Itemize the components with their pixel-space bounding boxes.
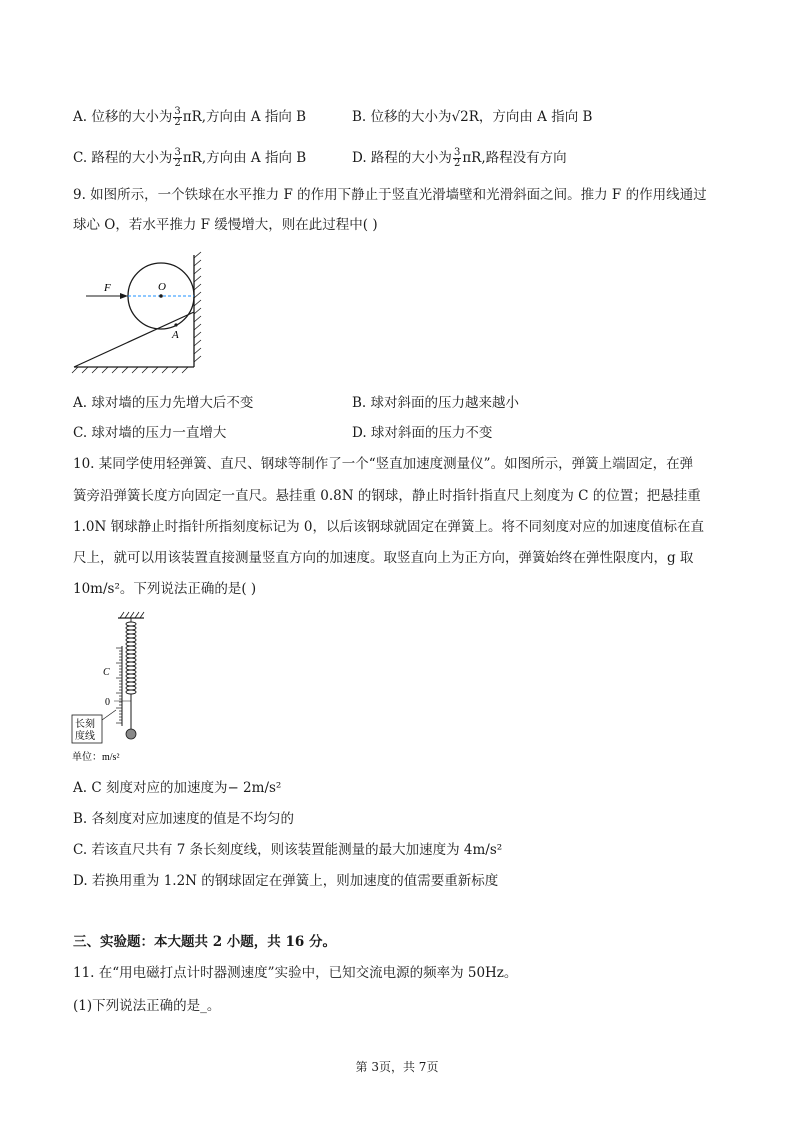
q10-option-a: A. C 刻度对应的加速度为− 2m/s² — [73, 780, 282, 796]
q10-stem-line3: 1.0N 钢球静止时指针所指刻度标记为 0，以后该钢球就固定在弹簧上。将不同刻度对应的加速度值标在直 — [73, 519, 704, 535]
ruler-ticks — [116, 648, 122, 723]
q9-option-d: D. 球对斜面的压力不变 — [352, 425, 493, 441]
label-a: A — [172, 329, 179, 341]
q9-stem-line2: 球心 O，若水平推力 F 缓慢增大，则在此过程中( ) — [73, 217, 378, 233]
q10-option-b: B. 各刻度对应加速度的值是不均匀的 — [73, 811, 295, 827]
q10-stem-line1: 10. 某同学使用轻弹簧、直尺、钢球等制作了一个“竖直加速度测量仪”。如图所示，弹簧上端固定，在弹 — [73, 456, 694, 472]
label-zero: 0 — [105, 697, 110, 708]
q10-option-c: C. 若该直尺共有 7 条长刻度线，则该装置能测量的最大加速度为 4m/s² — [73, 842, 503, 858]
center-point — [159, 294, 163, 298]
q10-figure — [70, 608, 180, 768]
q8-option-a: A. 位移的大小为 $\frac{3}{2}$ πR,方向由 A 指向 B — [73, 106, 307, 128]
q9-option-c: C. 球对墙的压力一直增大 — [73, 425, 227, 441]
q10-stem-line2: 簧旁沿弹簧长度方向固定一直尺。悬挂重 0.8N 的钢球，静止时指针指直尺上刻度为 C 的位置；把悬挂重 — [73, 488, 701, 504]
section-heading: 三、实验题：本大题共 2 小题，共 16 分。 — [73, 934, 336, 950]
page-footer: 第 3页，共 7页 — [355, 1060, 439, 1074]
force-arrowhead — [120, 293, 128, 299]
q9-option-b: B. 球对斜面的压力越来越小 — [352, 395, 520, 411]
q8-option-d: D. 路程的大小为 $\frac{3}{2}$ πR,路程没有方向 — [352, 147, 567, 169]
wall-hatching — [194, 252, 201, 362]
q11-stem: 11. 在“用电磁打点计时器测速度”实验中，已知交流电源的频率为 50Hz。 — [73, 965, 518, 981]
steel-ball — [126, 729, 136, 739]
ground-hatching — [72, 367, 188, 373]
q10-option-d: D. 若换用重为 1.2N 的钢球固定在弹簧上，则加速度的值需要重新标度 — [73, 873, 499, 889]
q11-subquestion-1: (1)下列说法正确的是_。 — [73, 998, 221, 1014]
callout-text-1: 长刻 — [75, 719, 95, 730]
q9-stem-line1: 9. 如图所示，一个铁球在水平推力 F 的作用下静止于竖直光滑墙壁和光滑斜面之间。推力 F 的作用线通过 — [73, 187, 707, 203]
q10-stem-line5: 10m/s²。下列说法正确的是( ) — [73, 581, 257, 597]
q10-stem-line4: 尺上，就可以用该装置直接测量竖直方向的加速度。取竖直向上为正方向，弹簧始终在弹性限度内，g 取 — [73, 550, 694, 566]
contact-point-a — [174, 323, 177, 326]
q8-option-c: C. 路程的大小为 $\frac{3}{2}$ πR,方向由 A 指向 B — [73, 147, 307, 169]
unit-label: 单位：m/s² — [72, 752, 120, 763]
ceiling-hatching — [120, 612, 144, 618]
callout-text-2: 度线 — [75, 731, 95, 742]
spring — [126, 618, 136, 694]
label-f: F — [104, 282, 111, 294]
q8-option-b: B. 位移的大小为√2R，方向由 A 指向 B — [352, 109, 593, 125]
callout-pointer — [102, 710, 116, 720]
q9-figure — [70, 250, 210, 375]
label-o: O — [158, 281, 166, 293]
q9-option-a: A. 球对墙的压力先增大后不变 — [73, 395, 254, 411]
label-c: C — [103, 667, 110, 678]
